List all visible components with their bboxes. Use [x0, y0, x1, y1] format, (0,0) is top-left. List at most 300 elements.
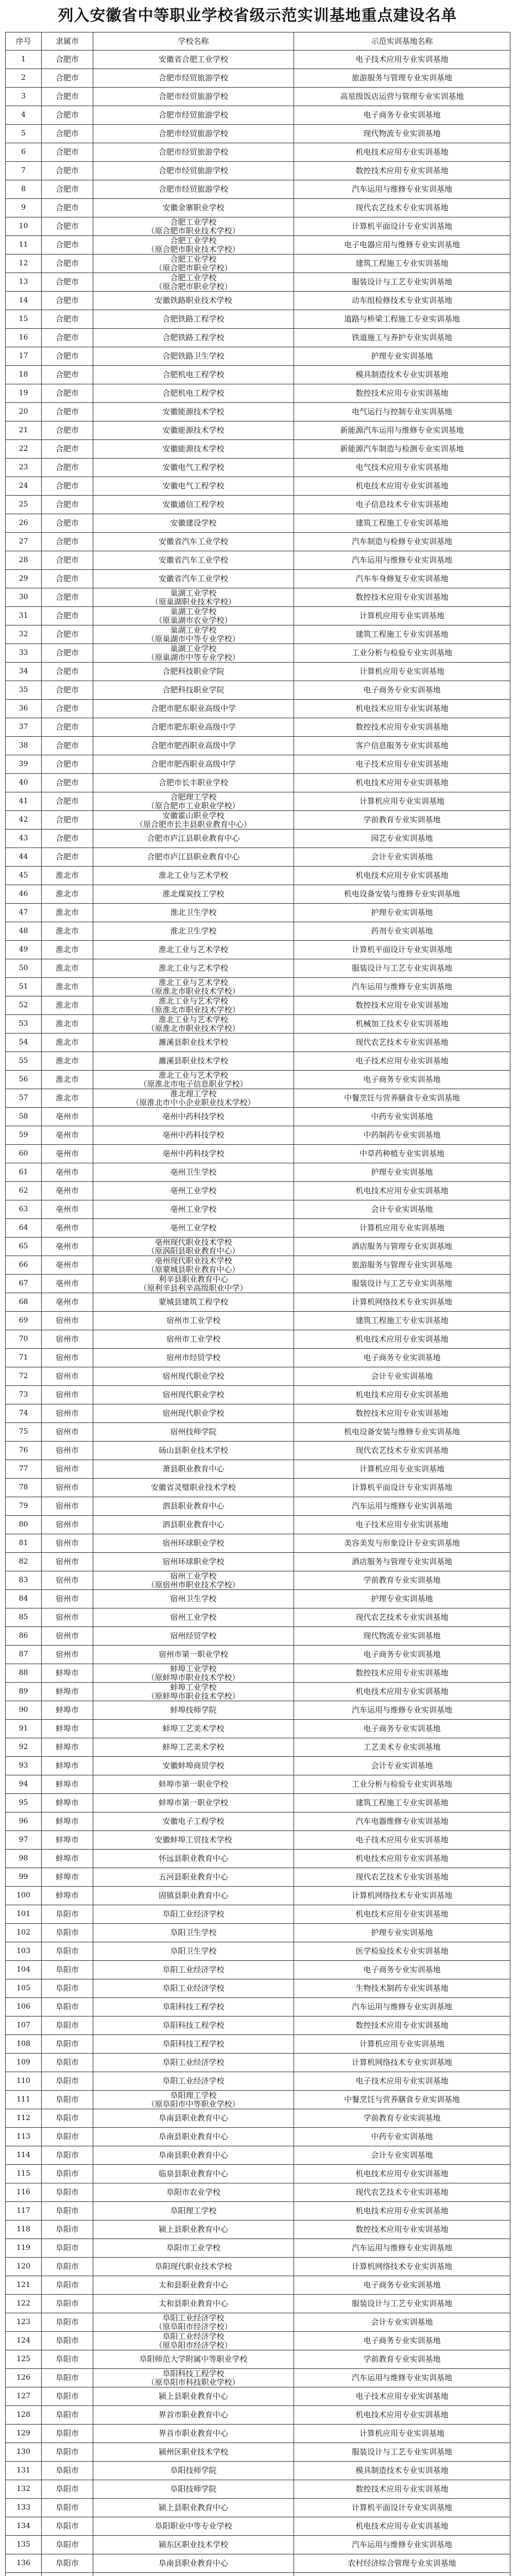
row-city: 合肥市 [42, 811, 93, 829]
row-base: 园艺专业实训基地 [294, 829, 510, 848]
row-base: 汽车运用与维修专业实训基地 [294, 2239, 510, 2258]
row-base: 计算机应用专业实训基地 [294, 792, 510, 811]
row-base: 会计专业实训基地 [294, 2313, 510, 2332]
row-city: 亳州市 [42, 1145, 93, 1163]
row-base: 计算机应用专业实训基地 [294, 2035, 510, 2054]
table-row [6, 199, 510, 217]
row-index: 19 [6, 384, 42, 403]
row-index: 2 [6, 69, 42, 88]
row-city: 亳州市 [42, 1238, 93, 1256]
row-base: 机电技术应用专业实训基地 [294, 1182, 510, 1200]
row-school [93, 2573, 294, 2576]
row-city: 宿州市 [42, 1349, 93, 1367]
row-base: 会计专业实训基地 [294, 848, 510, 867]
row-city: 合肥市 [42, 88, 93, 106]
row-school: 淮北理工学校 （原淮北市中小企业职业技术学校） [93, 1089, 294, 1108]
row-base: 机电技术应用专业实训基地 [294, 1386, 510, 1404]
table-row [6, 384, 510, 403]
row-school: 安徽省汽车工业学校 [93, 551, 294, 570]
row-base: 电气技术应用专业实训基地 [294, 459, 510, 477]
table-row [6, 1126, 510, 1145]
row-base: 电气运行与控制专业实训基地 [294, 403, 510, 421]
row-school: 宿州技师学院 [93, 1423, 294, 1442]
row-city: 阜阳市 [42, 2091, 93, 2109]
table-row [6, 329, 510, 347]
row-base: 护理专业实训基地 [294, 904, 510, 922]
row-city: 宿州市 [42, 1590, 93, 1608]
row-school: 阜阳技师学院 [93, 2462, 294, 2480]
table-row [6, 1942, 510, 1961]
row-base: 农村经济综合管理专业实训基地 [294, 2554, 510, 2573]
table-row [6, 2443, 510, 2462]
row-school: 合肥理工学校 （原合肥市工业职业学校） [93, 792, 294, 811]
row-school: 阜阳工业经济学校 （原阜阳市经济学校） [93, 2332, 294, 2350]
row-base: 计算机网络技术专业实训基地 [294, 2258, 510, 2276]
row-city: 亳州市 [42, 1182, 93, 1200]
header-city: 隶属市 [42, 32, 93, 50]
row-index: 83 [6, 1571, 42, 1590]
row-base: 机电技术应用专业实训基地 [294, 774, 510, 792]
row-index: 36 [6, 700, 42, 718]
row-index: 113 [6, 2128, 42, 2146]
row-city: 淮北市 [42, 867, 93, 885]
row-school: 阜阳技师学院 [93, 2480, 294, 2499]
row-index: 34 [6, 663, 42, 681]
row-city: 合肥市 [42, 459, 93, 477]
row-school: 合肥工业学校 （原合肥市职业学校） [93, 273, 294, 292]
table-row [6, 2054, 510, 2072]
table-row [6, 792, 510, 811]
row-index: 41 [6, 792, 42, 811]
row-school: 合肥市肥东职业高级中学 [93, 718, 294, 737]
row-school: 阜阳理工学校 [93, 2202, 294, 2221]
row-base: 中药专业实训基地 [294, 1108, 510, 1126]
header-index: 序号 [6, 32, 42, 50]
row-city: 阜阳市 [42, 2165, 93, 2183]
row-city: 亳州市 [42, 1275, 93, 1293]
row-school: 安徽省汽车工业学校 [93, 533, 294, 551]
row-school: 宿州现代职业学校 [93, 1404, 294, 1423]
header-base: 示范实训基地名称 [294, 32, 510, 50]
table-row [6, 459, 510, 477]
row-base: 护理专业实训基地 [294, 1590, 510, 1608]
table-row [6, 867, 510, 885]
row-city: 合肥市 [42, 366, 93, 384]
row-base: 计算机应用专业实训基地 [294, 2425, 510, 2443]
row-city: 阜阳市 [42, 2054, 93, 2072]
row-index: 50 [6, 959, 42, 978]
row-index: 7 [6, 162, 42, 180]
row-city: 合肥市 [42, 607, 93, 625]
table-row [6, 2369, 510, 2387]
row-school: 太和县职业教育中心 [93, 2295, 294, 2313]
row-base: 服装设计与工艺专业实训基地 [294, 2295, 510, 2313]
row-city: 淮北市 [42, 1089, 93, 1108]
row-school: 合肥铁路工程学校 [93, 329, 294, 347]
row-school: 阜阳卫生学校 [93, 1942, 294, 1961]
row-base: 电子商务专业实训基地 [294, 2332, 510, 2350]
row-base: 新能源汽车运用与维修专业实训基地 [294, 421, 510, 440]
row-school: 合肥科技职业学院 [93, 663, 294, 681]
row-base: 建筑工程施工专业实训基地 [294, 625, 510, 644]
table-row [6, 1163, 510, 1182]
row-school: 宿州市工业学校 [93, 1330, 294, 1349]
table-row [6, 2554, 510, 2573]
row-city: 合肥市 [42, 551, 93, 570]
row-index [6, 2573, 42, 2576]
row-index: 62 [6, 1182, 42, 1200]
row-city: 合肥市 [42, 514, 93, 533]
table-row [6, 2332, 510, 2350]
row-city: 合肥市 [42, 718, 93, 737]
table-row [6, 1182, 510, 1200]
row-base: 旅游服务与管理专业实训基地 [294, 69, 510, 88]
table-header-row [6, 32, 510, 50]
table-row [6, 162, 510, 180]
row-base: 汽车运用与维修专业实训基地 [294, 1497, 510, 1516]
row-index: 108 [6, 2035, 42, 2054]
table-row [6, 477, 510, 496]
row-index: 4 [6, 106, 42, 125]
row-city: 阜阳市 [42, 2221, 93, 2239]
table-row [6, 829, 510, 848]
row-school: 安徽蚌埠商贸学校 [93, 1757, 294, 1775]
row-base: 数控技术应用专业实训基地 [294, 1404, 510, 1423]
row-school: 安徽电气工程学校 [93, 459, 294, 477]
row-school: 阜南县职业教育中心 [93, 2128, 294, 2146]
table-row [6, 2387, 510, 2406]
table-row [6, 2313, 510, 2332]
row-base: 美容美发与形象设计专业实训基地 [294, 1534, 510, 1553]
row-base: 汽车运用与维修专业实训基地 [294, 180, 510, 199]
row-index: 44 [6, 848, 42, 867]
row-school: 亳州卫生学校 [93, 1163, 294, 1182]
row-school: 宿州市第一职业学校 [93, 1646, 294, 1664]
row-city: 亳州市 [42, 1293, 93, 1312]
row-index: 23 [6, 459, 42, 477]
table-row [6, 533, 510, 551]
row-index: 69 [6, 1312, 42, 1330]
row-school: 宿州现代职业学校 [93, 1367, 294, 1386]
row-city: 阜阳市 [42, 2406, 93, 2425]
row-base: 电子技术应用专业实训基地 [294, 2072, 510, 2091]
row-base: 机电技术应用专业实训基地 [294, 2165, 510, 2183]
row-city: 阜阳市 [42, 2035, 93, 2054]
row-city: 亳州市 [42, 1163, 93, 1182]
row-index: 22 [6, 440, 42, 459]
table-row [6, 1868, 510, 1887]
row-city: 亳州市 [42, 1256, 93, 1275]
row-school: 合肥市经贸旅游学校 [93, 162, 294, 180]
row-index: 129 [6, 2425, 42, 2443]
row-base: 服装设计与工艺专业实训基地 [294, 273, 510, 292]
row-school: 亳州工业学校 [93, 1200, 294, 1219]
row-index: 18 [6, 366, 42, 384]
row-school: 安徽金寨职业学校 [93, 199, 294, 217]
row-index: 10 [6, 217, 42, 236]
row-school: 亳州中药科技学校 [93, 1108, 294, 1126]
row-index: 126 [6, 2369, 42, 2387]
row-index: 20 [6, 403, 42, 421]
table-row [6, 2109, 510, 2128]
row-index: 11 [6, 236, 42, 255]
row-city: 亳州市 [42, 1219, 93, 1238]
row-base: 汽车制造与检修专业实训基地 [294, 533, 510, 551]
row-index: 86 [6, 1627, 42, 1646]
row-city: 宿州市 [42, 1516, 93, 1534]
table-row [6, 1627, 510, 1646]
table-row [6, 292, 510, 310]
row-base: 模具制造技术专业实训基地 [294, 2462, 510, 2480]
row-city: 宿州市 [42, 1553, 93, 1571]
row-city: 淮北市 [42, 978, 93, 996]
table-row [6, 1608, 510, 1627]
table-row [6, 1033, 510, 1052]
table-row [6, 755, 510, 774]
row-school: 安徽能源技术学校 [93, 403, 294, 421]
row-base: 计算机应用专业实训基地 [294, 663, 510, 681]
row-index: 103 [6, 1942, 42, 1961]
row-school: 颍上县职业教育中心 [93, 2387, 294, 2406]
row-city: 合肥市 [42, 829, 93, 848]
row-city: 合肥市 [42, 106, 93, 125]
table-row [6, 2016, 510, 2035]
row-base: 汽车运用与维修专业实训基地 [294, 551, 510, 570]
table-row [6, 588, 510, 607]
table-row [6, 2183, 510, 2202]
row-school: 阜南县职业教育中心 [93, 2146, 294, 2165]
row-school: 宿州环球职业学校 [93, 1534, 294, 1553]
row-index: 89 [6, 1683, 42, 1701]
row-index: 102 [6, 1924, 42, 1942]
schedule-table [5, 32, 510, 2576]
row-school: 合肥科技职业学院 [93, 681, 294, 700]
row-index: 120 [6, 2258, 42, 2276]
row-school: 亳州工业学校 [93, 1182, 294, 1200]
row-city: 阜阳市 [42, 1924, 93, 1942]
row-base: 铁道施工与养护专业实训基地 [294, 329, 510, 347]
row-school: 蚌埠工业学校 （原蚌埠市职业技术学校） [93, 1664, 294, 1683]
row-school: 颍上县职业教育中心 [93, 2221, 294, 2239]
table-row [6, 1905, 510, 1924]
table-row [6, 1442, 510, 1460]
row-index: 114 [6, 2146, 42, 2165]
row-city: 合肥市 [42, 663, 93, 681]
row-index: 38 [6, 737, 42, 755]
table-row [6, 143, 510, 162]
row-base: 现代农艺技术专业实训基地 [294, 199, 510, 217]
row-base: 护理专业实训基地 [294, 347, 510, 366]
row-base: 电子技术应用专业实训基地 [294, 50, 510, 69]
row-school: 怀远县职业教育中心 [93, 1850, 294, 1868]
row-school: 阜阳师范大学附属中等职业学校 [93, 2350, 294, 2369]
row-city [42, 2573, 93, 2576]
row-base: 旅游服务与管理专业实训基地 [294, 1256, 510, 1275]
table-row [6, 1961, 510, 1979]
row-base: 电子商务专业实训基地 [294, 681, 510, 700]
row-index: 121 [6, 2276, 42, 2295]
row-city: 淮北市 [42, 996, 93, 1015]
row-city: 合肥市 [42, 199, 93, 217]
row-index: 66 [6, 1256, 42, 1275]
row-base: 计算机应用专业实训基地 [294, 607, 510, 625]
row-school: 巢湖工业学校 （原巢湖职业技术学校） [93, 588, 294, 607]
row-city: 淮北市 [42, 1071, 93, 1089]
table-row [6, 1275, 510, 1293]
table-row [6, 2276, 510, 2295]
row-school: 阜阳现代职业技术学校 [93, 2258, 294, 2276]
row-index: 117 [6, 2202, 42, 2221]
row-city: 宿州市 [42, 1571, 93, 1590]
table-row [6, 904, 510, 922]
row-base: 机电技术应用专业实训基地 [294, 867, 510, 885]
table-row [6, 2425, 510, 2443]
table-row [6, 1516, 510, 1534]
row-city: 阜阳市 [42, 1942, 93, 1961]
row-school: 蚌埠市第一职业学校 [93, 1794, 294, 1812]
row-index: 26 [6, 514, 42, 533]
row-base: 数控技术应用专业实训基地 [294, 2221, 510, 2239]
table-row [6, 1831, 510, 1850]
row-city: 阜阳市 [42, 2016, 93, 2035]
row-school: 淮北卫生学校 [93, 904, 294, 922]
row-city: 蚌埠市 [42, 1738, 93, 1757]
row-index: 134 [6, 2517, 42, 2536]
row-base: 计算机应用专业实训基地 [294, 1460, 510, 1479]
table-row [6, 125, 510, 143]
row-school: 宿州工业学校 （原宿州市职业技术学校） [93, 1571, 294, 1590]
row-school: 蚌埠技师学院 [93, 1701, 294, 1720]
table-row [6, 811, 510, 829]
row-school: 淮北工业与艺术学校 [93, 941, 294, 959]
row-city: 合肥市 [42, 774, 93, 792]
row-index: 81 [6, 1534, 42, 1553]
row-index: 123 [6, 2313, 42, 2332]
row-city: 合肥市 [42, 421, 93, 440]
row-index: 87 [6, 1646, 42, 1664]
row-city: 阜阳市 [42, 2425, 93, 2443]
table-row [6, 1256, 510, 1275]
row-city: 淮北市 [42, 1015, 93, 1033]
row-index: 79 [6, 1497, 42, 1516]
row-school: 宿州市经贸学校 [93, 1349, 294, 1367]
row-base: 电子技术应用专业实训基地 [294, 2387, 510, 2406]
table-row [6, 236, 510, 255]
row-school: 蚌埠工艺美术学校 [93, 1720, 294, 1738]
row-base: 会计专业实训基地 [294, 1200, 510, 1219]
row-school: 合肥铁路工程学校 [93, 310, 294, 329]
row-city: 阜阳市 [42, 2295, 93, 2313]
row-city: 蚌埠市 [42, 1664, 93, 1683]
row-school: 淮北工业与艺术学校 （原淮北市电子信息职业学校） [93, 1071, 294, 1089]
table-row [6, 1887, 510, 1905]
row-index: 127 [6, 2387, 42, 2406]
table-row [6, 2258, 510, 2276]
row-base: 电子商务专业实训基地 [294, 1071, 510, 1089]
table-row [6, 1089, 510, 1108]
row-index: 47 [6, 904, 42, 922]
row-school: 合肥市长丰职业学校 [93, 774, 294, 792]
table-row [6, 1775, 510, 1794]
row-index: 9 [6, 199, 42, 217]
row-city: 合肥市 [42, 162, 93, 180]
row-school: 临泉县职业教育中心 [93, 2165, 294, 2183]
row-index: 53 [6, 1015, 42, 1033]
row-city: 阜阳市 [42, 2536, 93, 2554]
row-school: 亳州中药科技学校 [93, 1145, 294, 1163]
row-city: 合肥市 [42, 570, 93, 588]
table-row [6, 50, 510, 69]
row-index: 52 [6, 996, 42, 1015]
row-index: 90 [6, 1701, 42, 1720]
row-city: 合肥市 [42, 477, 93, 496]
row-city: 合肥市 [42, 588, 93, 607]
row-index: 16 [6, 329, 42, 347]
row-city: 阜阳市 [42, 2183, 93, 2202]
table-row [6, 440, 510, 459]
row-city: 阜阳市 [42, 2517, 93, 2536]
row-city: 蚌埠市 [42, 1831, 93, 1850]
row-school: 淮北工业与艺术学校 （原淮北市职业技术学校） [93, 1015, 294, 1033]
row-index: 29 [6, 570, 42, 588]
row-index: 84 [6, 1590, 42, 1608]
table-row [6, 1998, 510, 2016]
row-index: 97 [6, 1831, 42, 1850]
row-base: 药剂专业实训基地 [294, 922, 510, 941]
row-city: 合肥市 [42, 403, 93, 421]
row-index: 77 [6, 1460, 42, 1479]
row-base: 汽车运用与维修专业实训基地 [294, 1701, 510, 1720]
row-school: 合肥市经贸旅游学校 [93, 125, 294, 143]
table-row [6, 607, 510, 625]
row-school: 界首市职业教育中心 [93, 2425, 294, 2443]
row-city: 合肥市 [42, 143, 93, 162]
row-index: 88 [6, 1664, 42, 1683]
table-row [6, 718, 510, 737]
row-index: 56 [6, 1071, 42, 1089]
row-base: 数控技术应用专业实训基地 [294, 718, 510, 737]
row-base: 中餐烹饪与营养膳食专业实训基地 [294, 2091, 510, 2109]
table-row [6, 180, 510, 199]
row-base: 现代农艺技术专业实训基地 [294, 1608, 510, 1627]
row-base: 机电技术应用专业实训基地 [294, 2202, 510, 2221]
row-base: 服装设计与工艺专业实训基地 [294, 1275, 510, 1293]
row-index: 68 [6, 1293, 42, 1312]
row-base: 建筑工程施工专业实训基地 [294, 1794, 510, 1812]
table-row [6, 1701, 510, 1720]
row-index: 132 [6, 2480, 42, 2499]
row-base: 现代农艺技术专业实训基地 [294, 2183, 510, 2202]
row-index: 78 [6, 1479, 42, 1497]
row-index: 51 [6, 978, 42, 996]
row-index: 136 [6, 2554, 42, 2573]
table-row [6, 69, 510, 88]
row-school: 合肥市经贸旅游学校 [93, 143, 294, 162]
table-row [6, 1497, 510, 1516]
table-row [6, 1553, 510, 1571]
row-index: 99 [6, 1868, 42, 1887]
row-base: 电子商务专业实训基地 [294, 1646, 510, 1664]
row-index: 98 [6, 1850, 42, 1868]
row-school: 阜阳市工业学校 [93, 2239, 294, 2258]
table-row [6, 217, 510, 236]
row-school: 巢湖工业学校 （原巢湖市中等专业学校） [93, 644, 294, 663]
row-index: 25 [6, 496, 42, 514]
row-base: 机电技术应用专业实训基地 [294, 477, 510, 496]
row-city: 亳州市 [42, 1200, 93, 1219]
row-school: 安徽电气工程学校 [93, 477, 294, 496]
row-index: 71 [6, 1349, 42, 1367]
